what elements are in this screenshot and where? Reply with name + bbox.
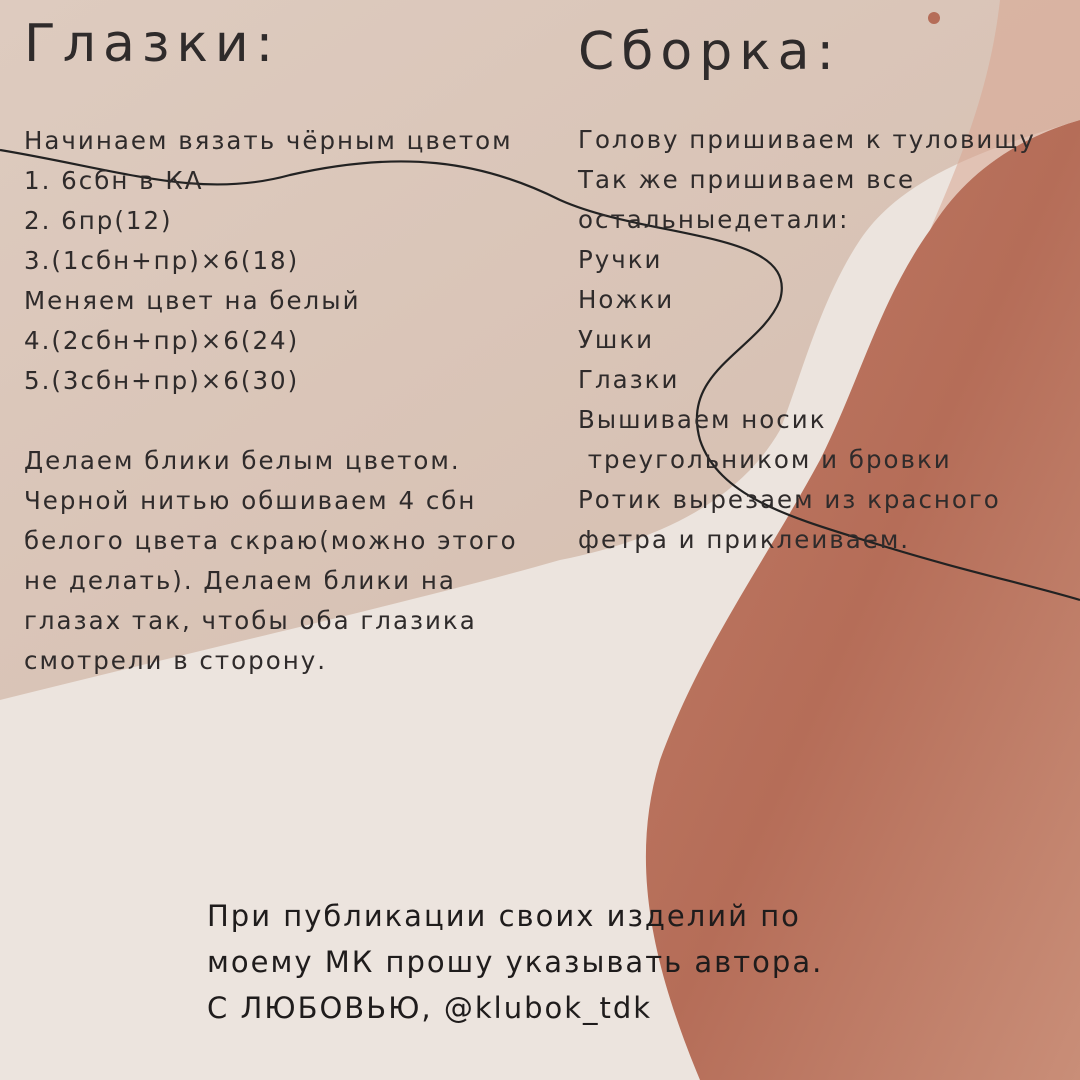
paint-dot (928, 12, 940, 24)
footer-line: моему МК прошу указывать автора. (207, 945, 824, 979)
assembly-line: Голову пришиваем к туловищу (578, 125, 1036, 154)
assembly-line: Ручки (578, 245, 663, 274)
eyes-instructions (24, 121, 584, 401)
eyes-line: 4.(2сбн+пр)×6(24) (24, 326, 300, 355)
assembly-instructions (578, 120, 1080, 560)
eyes-section (24, 14, 584, 681)
assembly-title: Сборка: (578, 22, 841, 82)
assembly-line: Глазки (578, 365, 680, 394)
paragraph-line: Делаем блики белым цветом. (24, 446, 461, 475)
assembly-line: Так же пришиваем все (578, 165, 916, 194)
eyes-line: Начинаем вязать чёрным цветом (24, 126, 513, 155)
eyes-line: 3.(1сбн+пр)×6(18) (24, 246, 300, 275)
eyes-line: 5.(3сбн+пр)×6(30) (24, 366, 300, 395)
eyes-highlights-paragraph (24, 441, 584, 681)
assembly-line: Ножки (578, 285, 675, 314)
paragraph-line: Черной нитью обшиваем 4 сбн (24, 486, 477, 515)
assembly-line: Вышиваем носик (578, 405, 827, 434)
assembly-line: Ротик вырезаем из красного (578, 485, 1001, 514)
paragraph-line: не делать). Делаем блики на (24, 566, 456, 595)
assembly-line: остальныедетали: (578, 205, 850, 234)
footer-line: При публикации своих изделий по (207, 899, 801, 933)
eyes-line: Меняем цвет на белый (24, 286, 361, 315)
eyes-line: 1. 6сбн в КА (24, 166, 204, 195)
assembly-line: треугольником и бровки (578, 445, 952, 474)
eyes-line: 2. 6пр(12) (24, 206, 173, 235)
paragraph-line: глазах так, чтобы оба глазика (24, 606, 477, 635)
paragraph-line: белого цвета скраю(можно этого (24, 526, 518, 555)
paragraph-line: смотрели в сторону. (24, 646, 328, 675)
assembly-line: Ушки (578, 325, 655, 354)
assembly-line: фетра и приклеиваем. (578, 525, 911, 554)
assembly-section (578, 22, 1080, 560)
eyes-title: Глазки: (24, 14, 281, 74)
author-footer (207, 893, 823, 1031)
footer-signature: С ЛЮБОВЬЮ, @klubok_tdk (207, 991, 653, 1025)
